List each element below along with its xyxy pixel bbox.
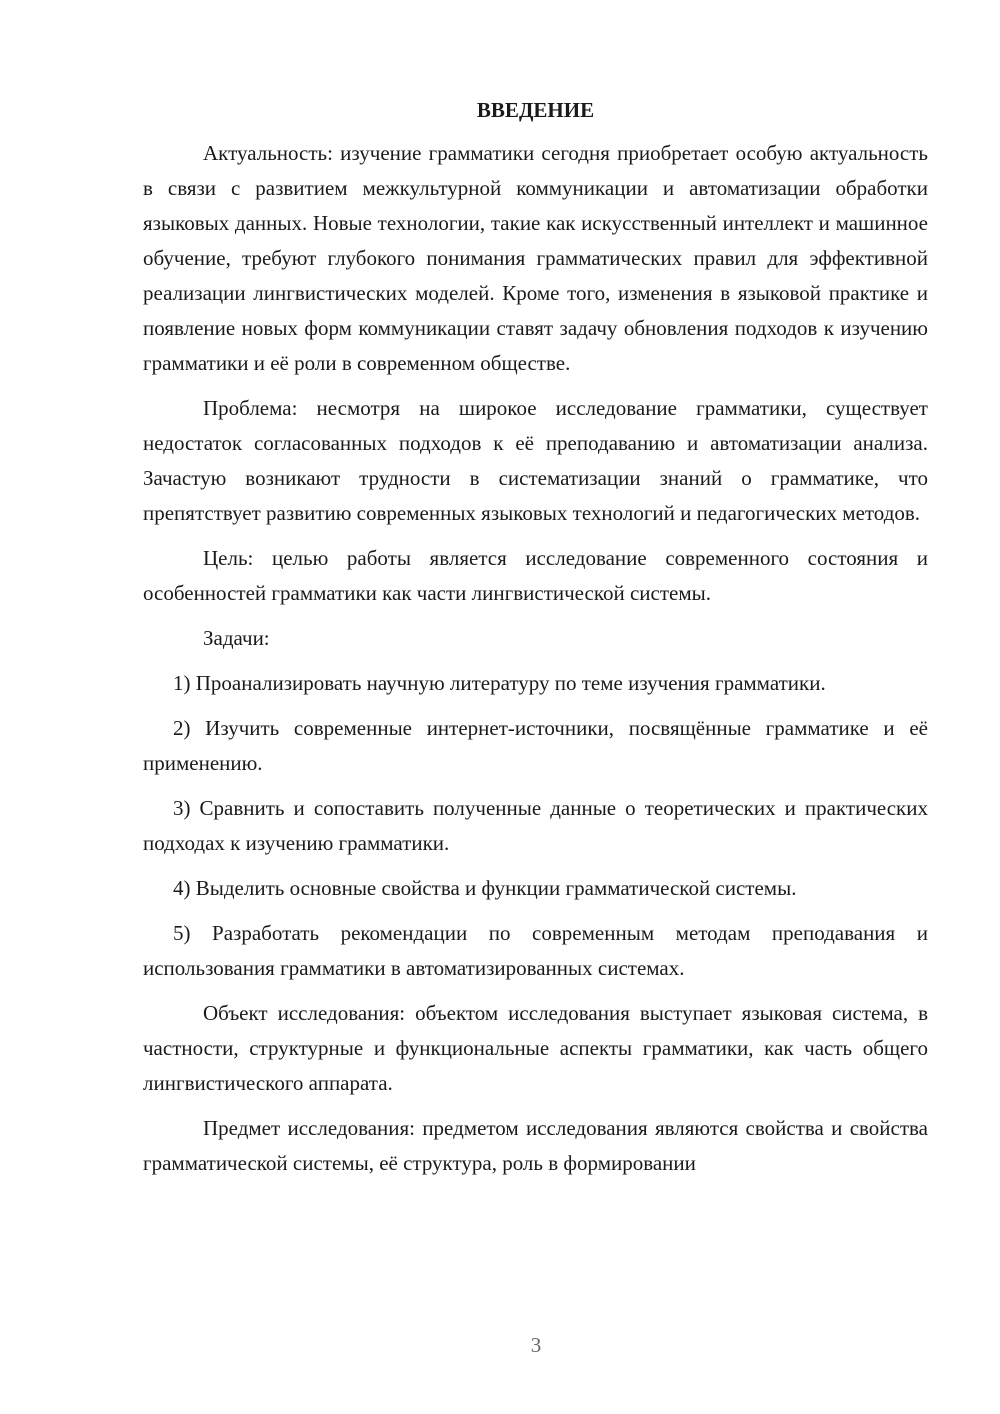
task-item-5: 5) Разработать рекомендации по современным методам преподавания и использования грамматики в автоматизированных системах. <box>143 921 928 980</box>
relevance-paragraph: Актуальность: изучение грамматики сегодня приобретает особую актуальность в связи с развитием межкультурной коммуникации и автоматизации обработки языковых данных. Новые технологии, такие как искусственный интеллект и машинное обучение, требуют глубокого понимания грамматических правил для эффективной реализации лингвистических моделей. Кроме того, изменения в языковой практике и появление новых форм коммуникации ставят задачу обновления подходов к изучению грамматики и её роли в современном обществе. <box>143 141 928 375</box>
task-item-3: 3) Сравнить и сопоставить полученные данные о теоретических и практических подходах к изучению грамматики. <box>143 796 928 855</box>
task-item-2: 2) Изучить современные интернет-источники, посвящённые грамматике и её применению. <box>143 716 928 775</box>
object-paragraph: Объект исследования: объектом исследования выступает языковая система, в частности, структурные и функциональные аспекты грамматики, как часть общего лингвистического аппарата. <box>143 1001 928 1095</box>
section-heading: ВВЕДЕНИЕ <box>476 98 595 122</box>
problem-paragraph: Проблема: несмотря на широкое исследование грамматики, существует недостаток согласованных подходов к её преподаванию и автоматизации анализа. Зачастую возникают трудности в систематизации знаний о грамматике, что препятствует развитию современных языковых технологий и педагогических методов. <box>143 396 928 525</box>
page-content <box>143 93 928 1181</box>
goal-paragraph: Цель: целью работы является исследование современного состояния и особенностей грамматики как части лингвистической системы. <box>143 546 928 605</box>
tasks-title: Задачи: <box>203 626 270 650</box>
subject-paragraph: Предмет исследования: предметом исследования являются свойства и свойства грамматической системы, её структура, роль в формировании <box>143 1116 928 1175</box>
task-item-1: 1) Проанализировать научную литературу по теме изучения грамматики. <box>173 671 826 695</box>
page-number: 3 <box>530 1333 542 1357</box>
task-item-4: 4) Выделить основные свойства и функции грамматической системы. <box>173 876 797 900</box>
